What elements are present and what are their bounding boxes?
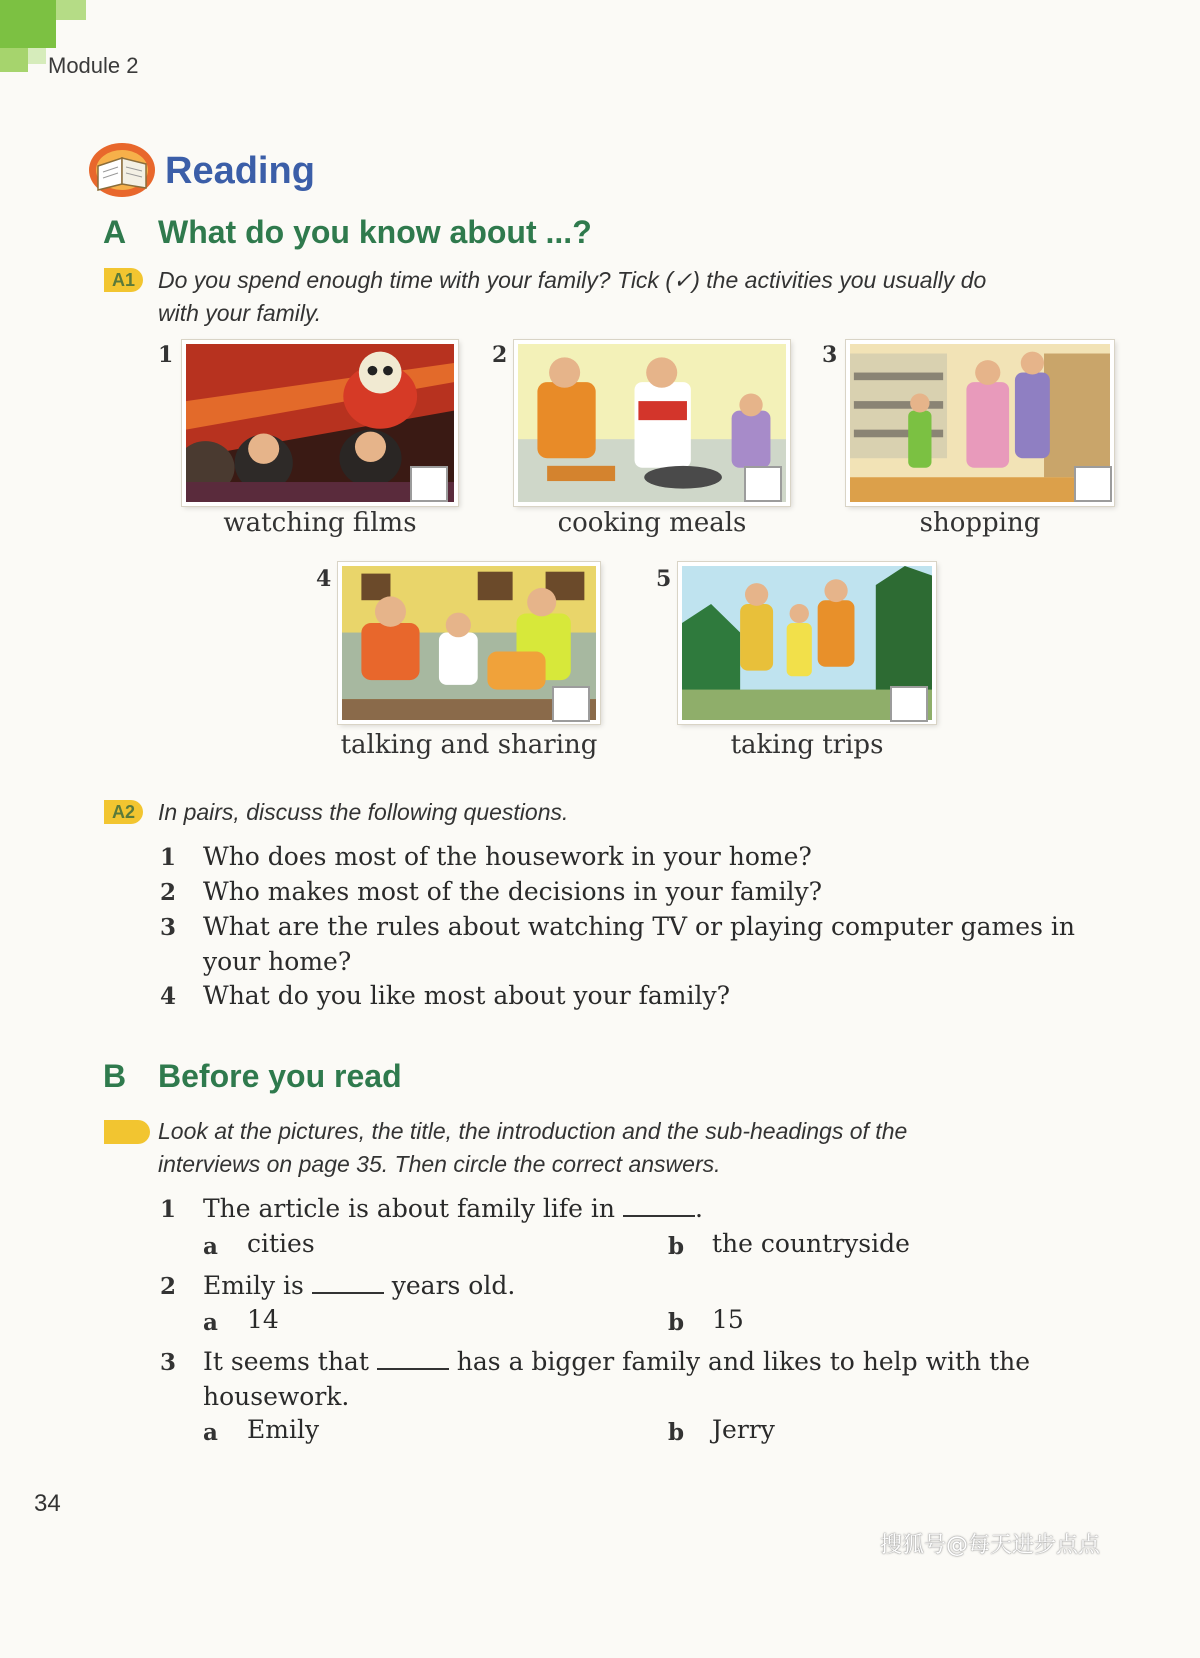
a1-instruction-line2: with your family. — [158, 300, 322, 326]
question-text — [203, 1191, 703, 1227]
question-number: 3 — [160, 914, 177, 941]
option-letter: a — [203, 1233, 218, 1260]
a1-badge: A1 — [104, 268, 143, 292]
question-number: 2 — [160, 879, 177, 906]
question-number: 1 — [160, 1196, 177, 1223]
question-text-part: . — [694, 1194, 703, 1223]
a2-instruction: In pairs, discuss the following questions. — [158, 799, 569, 825]
option-letter: b — [668, 1419, 685, 1446]
activity-number: 2 — [492, 342, 508, 368]
question-number: 4 — [160, 983, 177, 1010]
activity-number: 5 — [656, 566, 672, 592]
question-text-continued: housework. — [203, 1382, 350, 1411]
option-text[interactable]: cities — [247, 1229, 315, 1258]
question-text: What are the rules about watching TV or playing computer games in — [203, 912, 1075, 941]
tick-box[interactable] — [410, 466, 448, 502]
option-letter: b — [668, 1233, 685, 1260]
question-number: 2 — [160, 1273, 177, 1300]
option-text[interactable]: 14 — [247, 1305, 279, 1334]
section-b-letter: B — [103, 1058, 127, 1094]
activity-caption: cooking meals — [557, 508, 747, 538]
option-text[interactable]: 15 — [712, 1305, 744, 1334]
option-letter: a — [203, 1419, 218, 1446]
a1-instruction-line1: Do you spend enough time with your family? Tick (✓) the activities you usually do — [158, 267, 987, 293]
question-text: What do you like most about your family? — [203, 981, 730, 1010]
question-text-part: Emily is — [203, 1271, 304, 1300]
question-text-part: The article is about family life in — [203, 1194, 615, 1223]
section-b-title: Before you read — [158, 1058, 402, 1094]
open-book-icon — [88, 140, 160, 200]
option-text[interactable]: Emily — [247, 1415, 320, 1444]
question-text-part: It seems that — [203, 1347, 369, 1376]
section-title-reading: Reading — [165, 150, 315, 192]
section-a-letter: A — [103, 214, 127, 250]
activity-number: 3 — [822, 342, 838, 368]
question-text-part: has a bigger family and likes to help with the — [456, 1347, 1031, 1376]
option-text[interactable]: Jerry — [712, 1415, 775, 1444]
tick-box[interactable] — [744, 466, 782, 502]
option-text[interactable]: the countryside — [712, 1229, 910, 1258]
question-text-continued: your home? — [203, 947, 352, 976]
tick-box[interactable] — [890, 686, 928, 722]
activity-caption: taking trips — [730, 730, 884, 760]
activity-number: 4 — [316, 566, 332, 592]
b-instruction-line2: interviews on page 35. Then circle the correct answers. — [158, 1151, 721, 1177]
b-instruction-line1: Look at the pictures, the title, the introduction and the sub-headings of the — [158, 1118, 908, 1144]
answer-blank — [377, 1348, 449, 1370]
b-badge — [104, 1120, 150, 1144]
tick-box[interactable] — [552, 686, 590, 722]
watermark: 搜狐号@每天进步点点 — [880, 1533, 1101, 1558]
question-text — [203, 1268, 515, 1304]
activity-caption: watching films — [223, 508, 417, 538]
question-number: 3 — [160, 1349, 177, 1376]
activity-caption: talking and sharing — [340, 730, 598, 760]
question-text-part: years old. — [391, 1271, 516, 1300]
question-text: Who does most of the housework in your home? — [203, 842, 812, 871]
tick-box[interactable] — [1074, 466, 1112, 502]
option-letter: b — [668, 1309, 685, 1336]
question-text: Who makes most of the decisions in your family? — [203, 877, 822, 906]
page-number: 34 — [34, 1490, 61, 1517]
question-number: 1 — [160, 844, 177, 871]
answer-blank — [312, 1272, 384, 1294]
answer-blank — [623, 1195, 695, 1217]
activity-caption: shopping — [919, 508, 1041, 538]
module-label: Module 2 — [48, 53, 139, 78]
activity-number: 1 — [158, 342, 174, 368]
section-a-title: What do you know about ...? — [158, 214, 592, 250]
option-letter: a — [203, 1309, 218, 1336]
a2-badge: A2 — [104, 800, 143, 824]
question-text — [203, 1344, 1030, 1380]
